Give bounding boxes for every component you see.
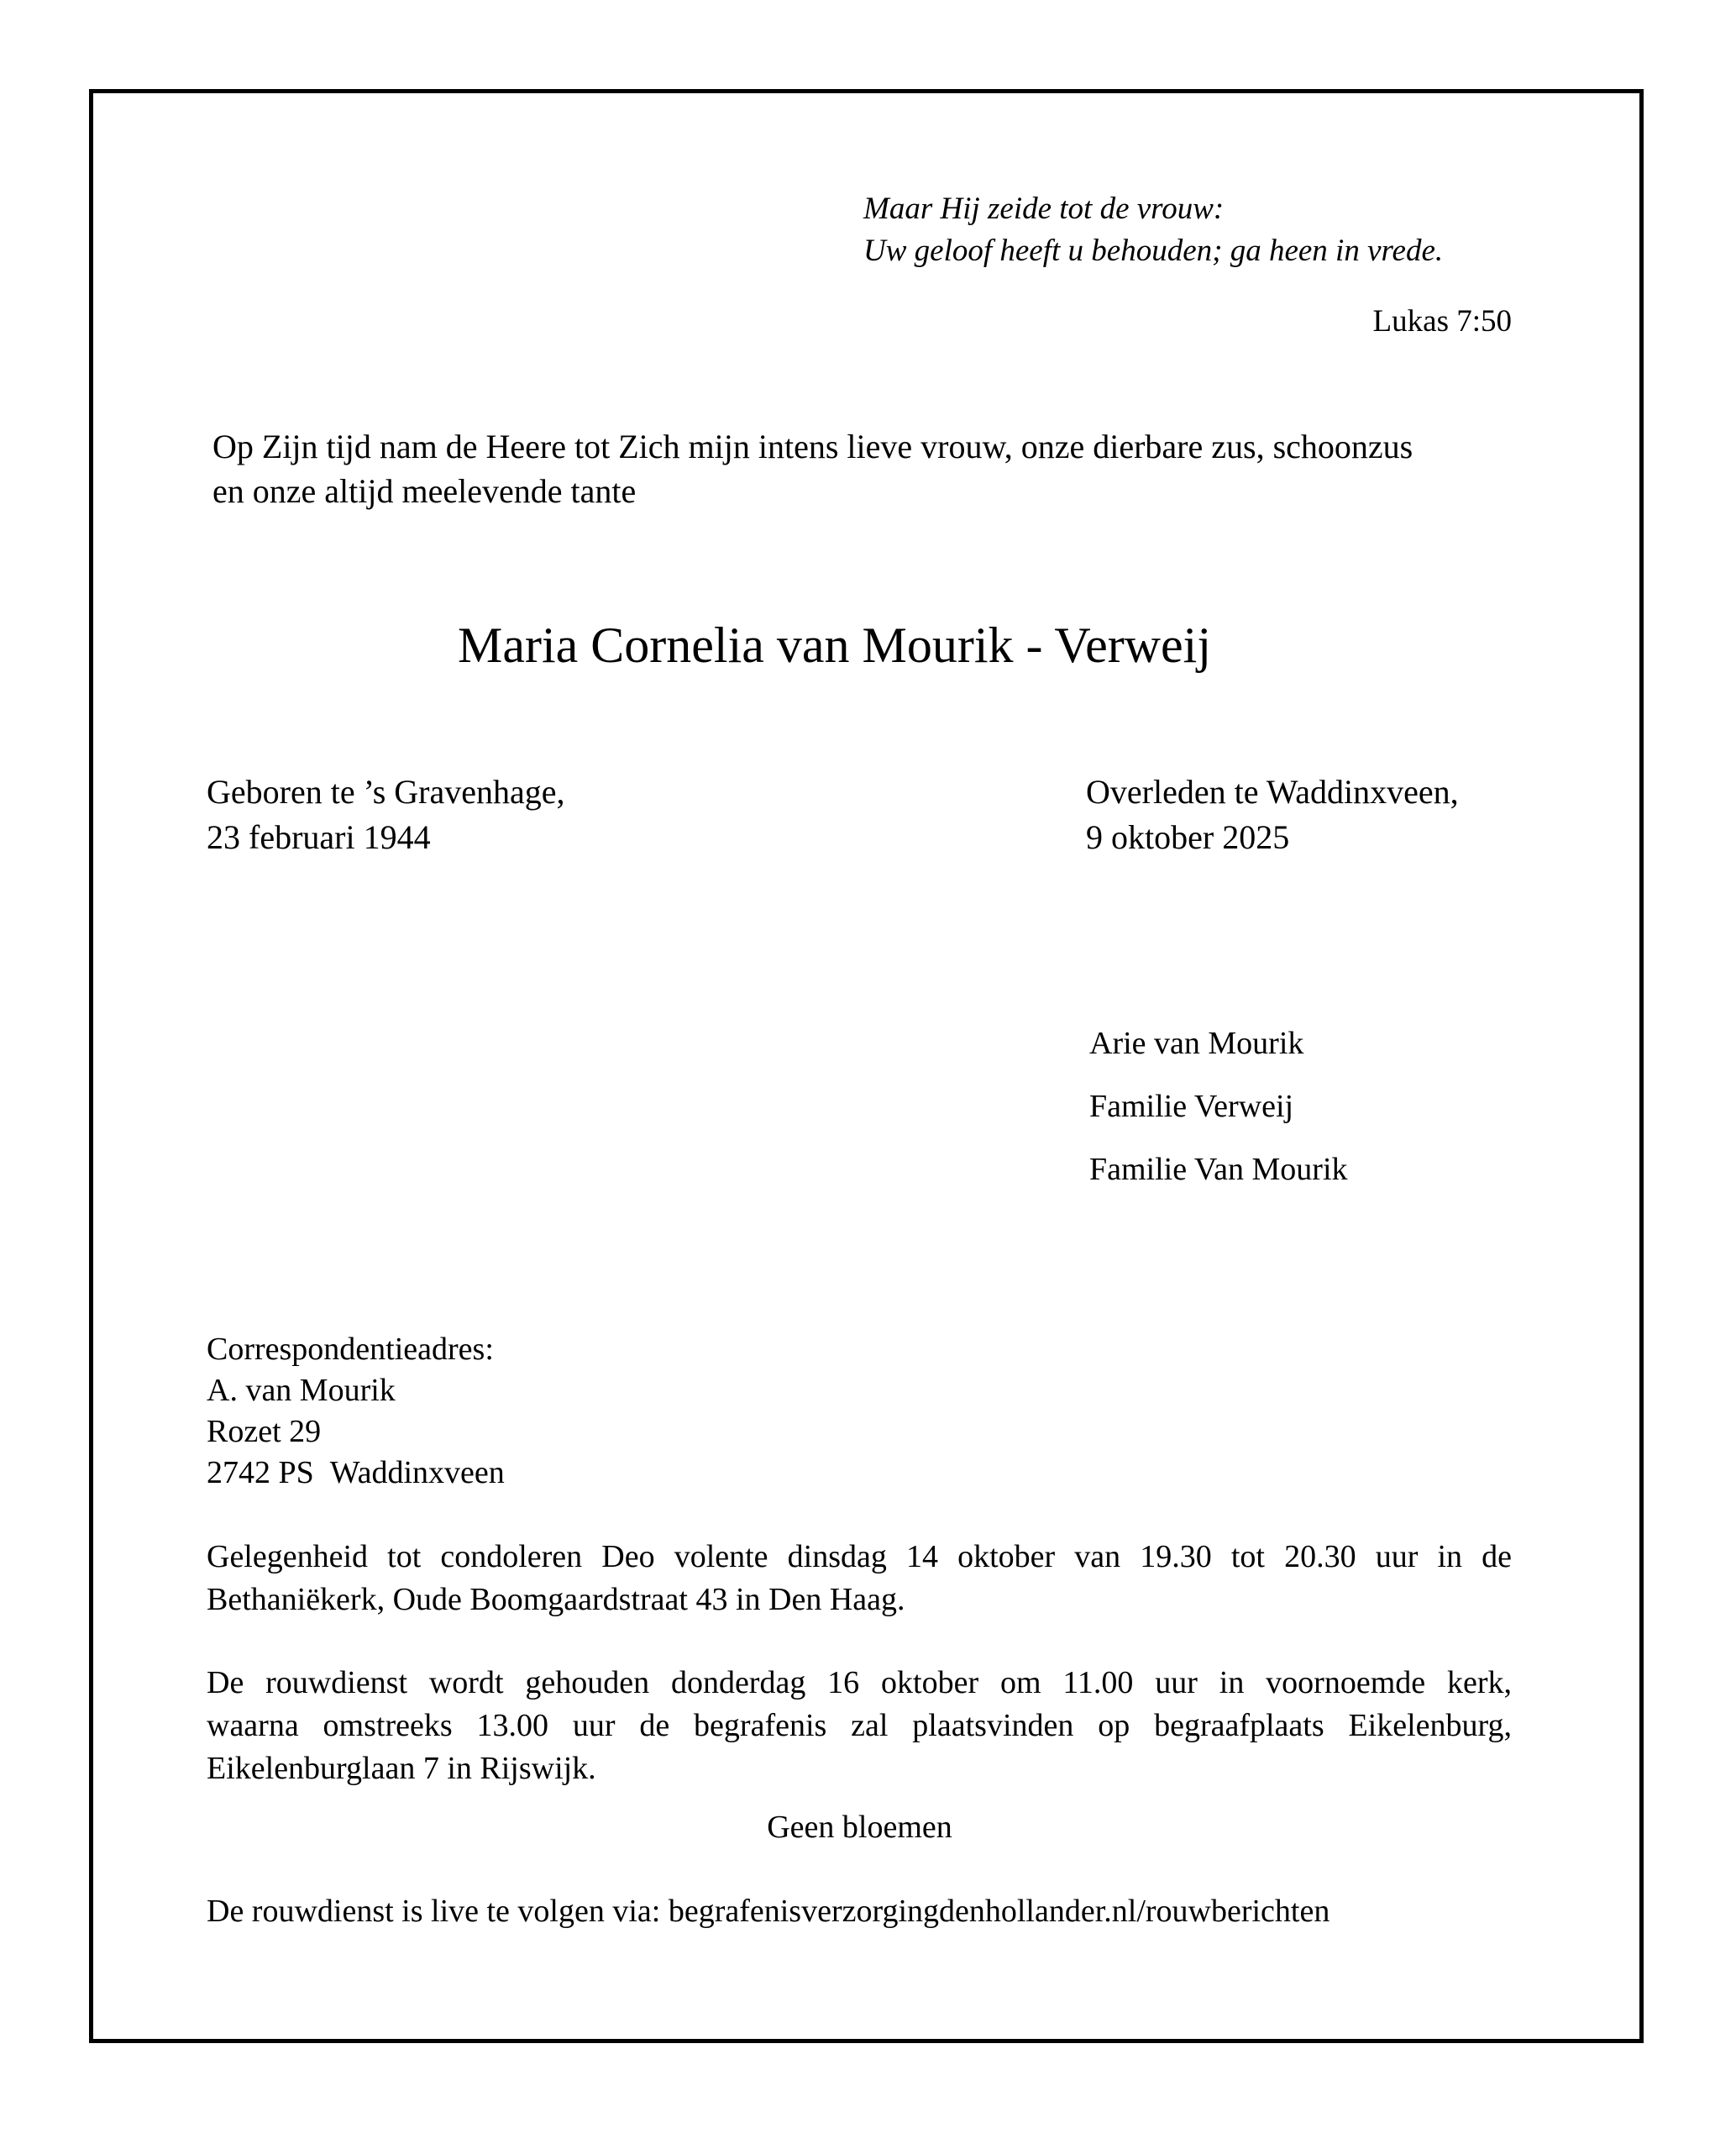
condolence-paragraph [207,1536,1512,1621]
no-flowers-block [0,1806,1736,1848]
quote-line: Uw geloof heeft u behouden; ga heen in vrede. [863,234,1444,268]
family-member: Familie Van Mourik [1089,1152,1348,1187]
intro-text [212,424,1523,513]
address-postal-city: 2742 PS Waddinxveen [207,1455,505,1490]
address-street: Rozet 29 [207,1414,322,1449]
intro-line: Op Zijn tijd nam de Heere tot Zich mijn intens lieve vrouw, onze dierbare zus, schoonzus [212,428,1413,465]
service-line: Eikelenburglaan 7 in Rijswijk. [207,1751,596,1786]
bible-reference: Lukas 7:50 [1372,304,1512,339]
correspondence-address [207,1329,505,1494]
no-flowers-note: Geen bloemen [767,1810,952,1845]
intro-line: en onze altijd meelevende tante [212,472,637,510]
family-list [1089,1012,1348,1201]
death-date: 9 oktober 2025 [1086,818,1290,856]
livestream-note: De rouwdienst is live te volgen via: begrafenisverzorgingdenhollander.nl/rouwberichten [207,1894,1330,1929]
condolence-line: Bethaniëkerk, Oude Boomgaardstraat 43 in Den Haag. [207,1582,905,1617]
address-name: A. van Mourik [207,1373,396,1408]
service-paragraph [207,1662,1512,1790]
deceased-name-block [0,616,1736,675]
death-place: Overleden te Waddinxveen, [1086,773,1459,811]
service-line: waarna omstreeks 13.00 uur de begrafenis zal plaatsvinden op begraafplaats Eikelenburg, [207,1708,1512,1743]
bible-quote [863,188,1443,272]
condolence-line: Gelegenheid tot condoleren Deo volente dinsdag 14 oktober van 19.30 tot 20.30 uur in de [207,1539,1512,1574]
quote-line: Maar Hij zeide tot de vrouw: [863,192,1225,226]
family-member: Familie Verweij [1089,1089,1294,1124]
family-member: Arie van Mourik [1089,1026,1304,1061]
birth-date: 23 februari 1944 [207,818,431,856]
birth-info [207,770,564,860]
birth-place: Geboren te ’s Gravenhage, [207,773,565,811]
service-line: De rouwdienst wordt gehouden donderdag 16 oktober om 11.00 uur in voornoemde kerk, [207,1665,1512,1700]
address-label: Correspondentieadres: [207,1332,494,1367]
death-info [1086,770,1459,860]
deceased-name: Maria Cornelia van Mourik - Verweij [458,617,1211,673]
